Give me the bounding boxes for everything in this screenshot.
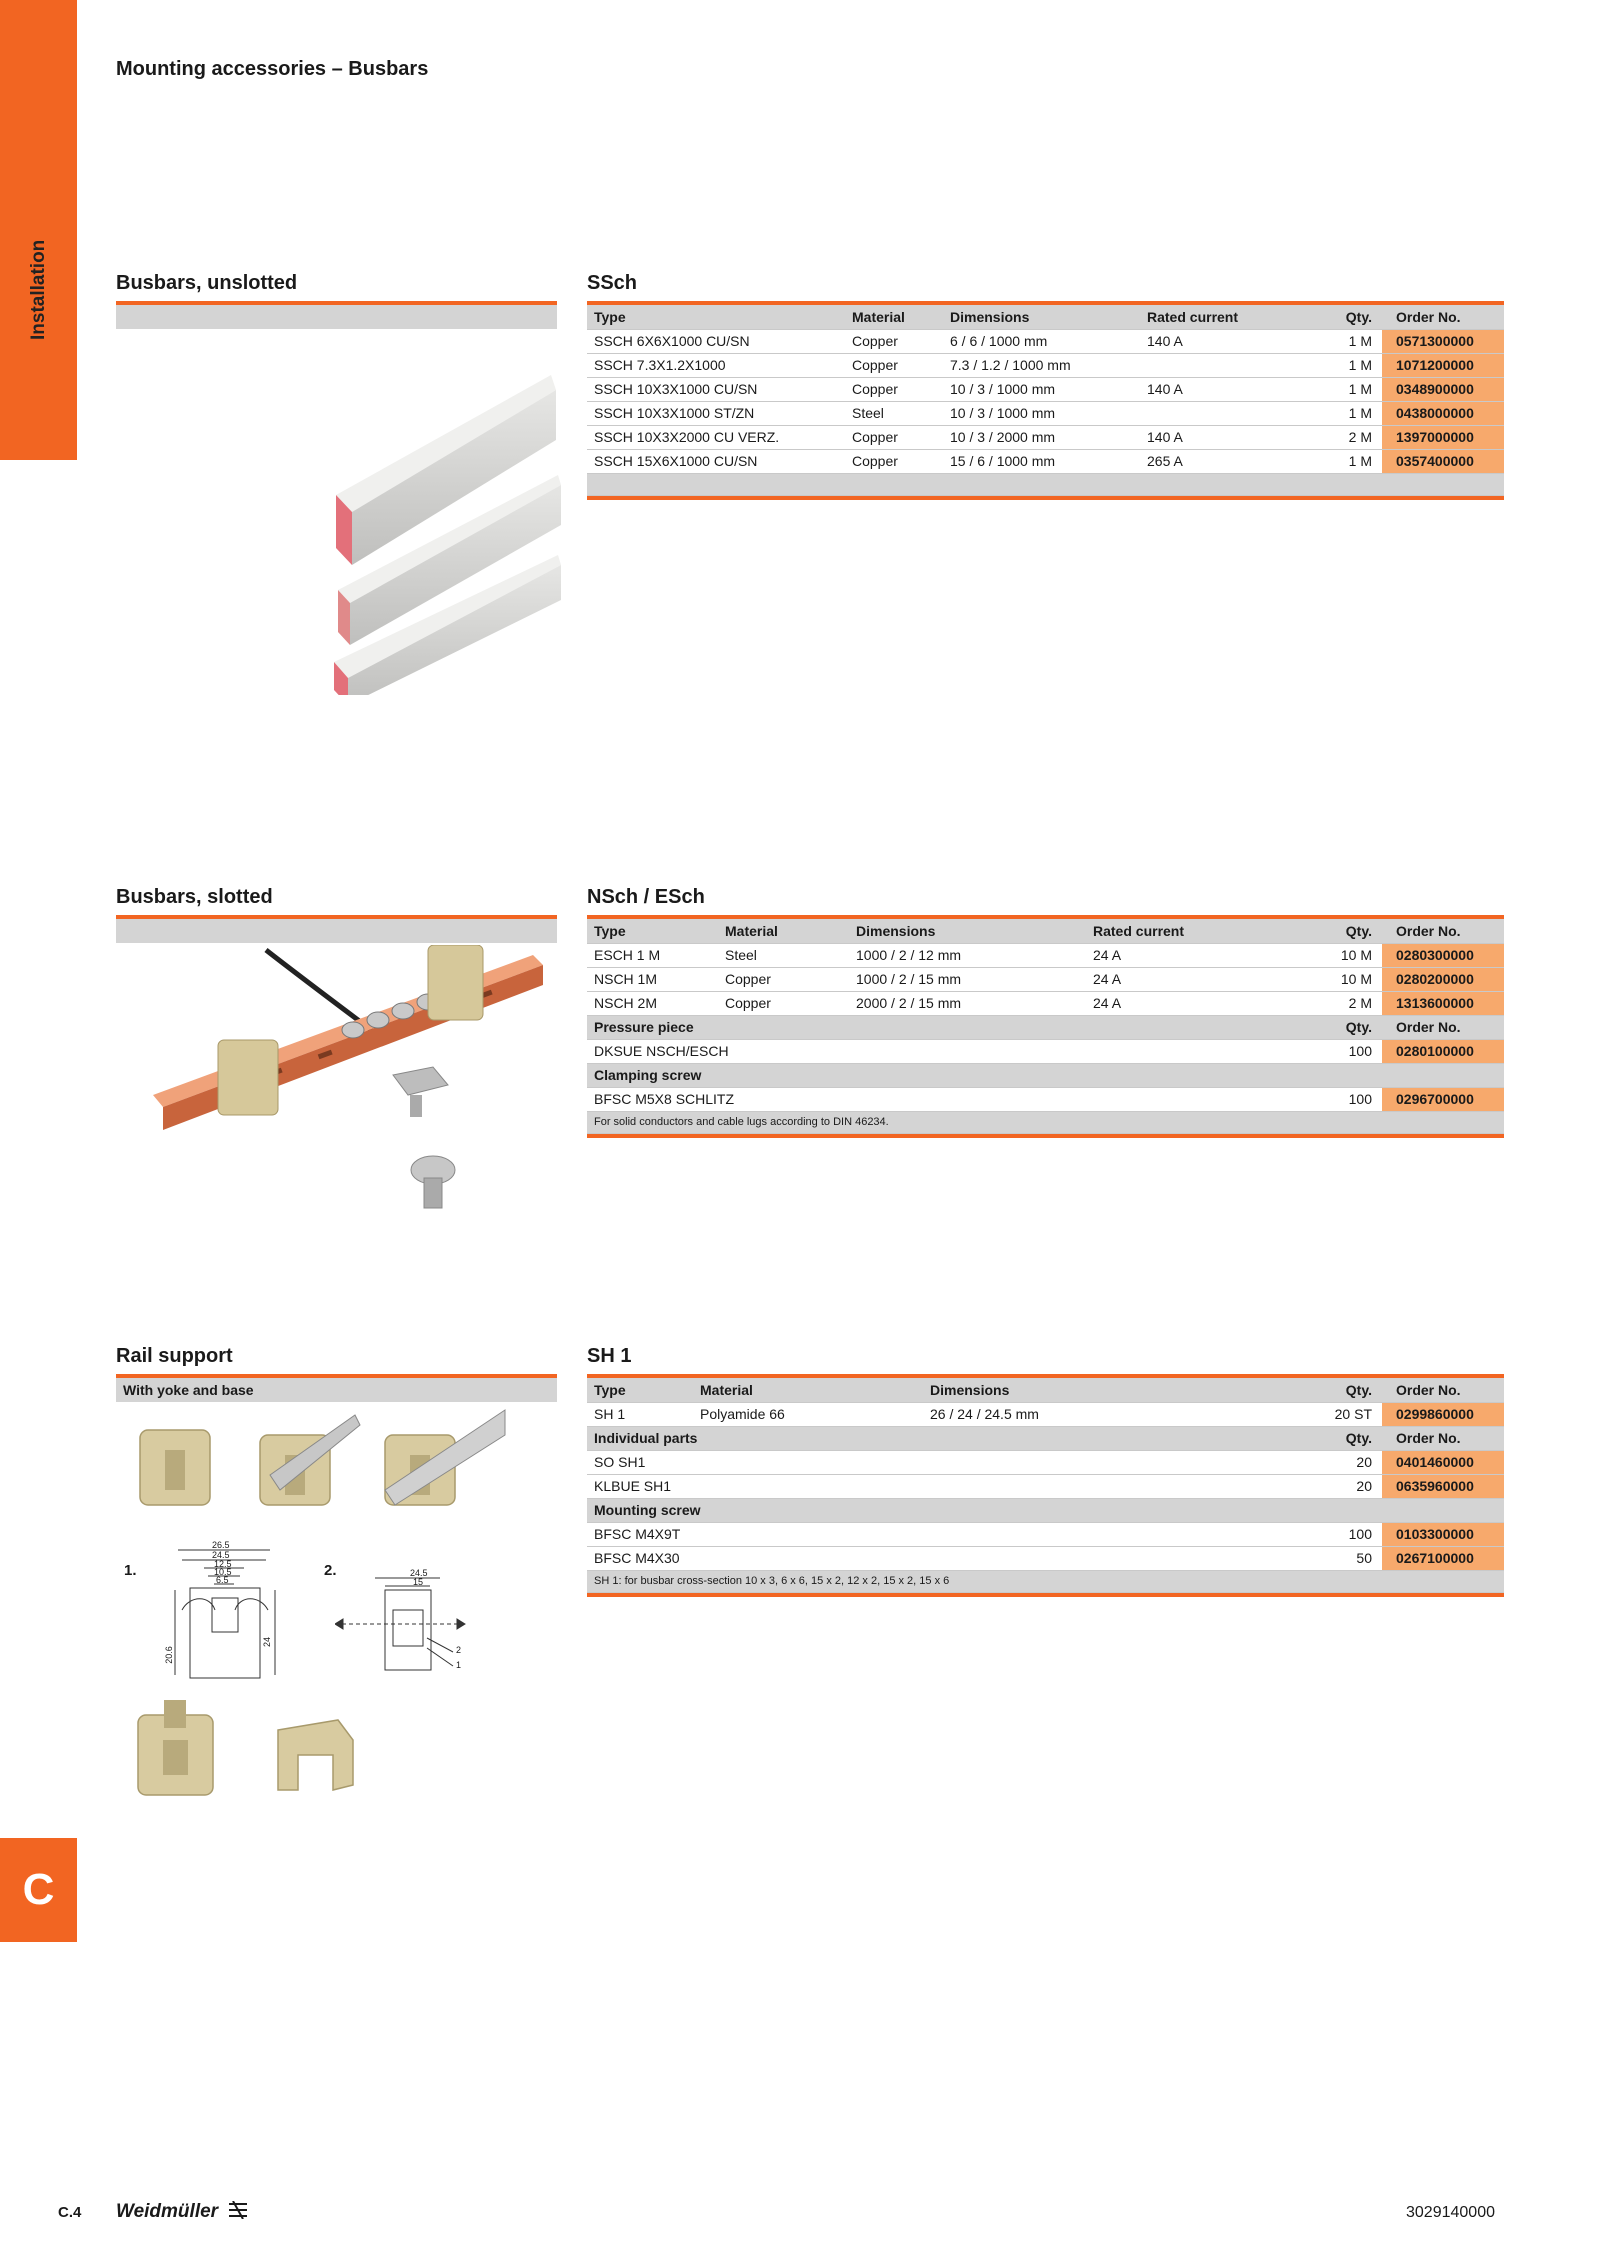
cell-material: Polyamide 66 <box>693 1402 923 1426</box>
nsch-title: NSch / ESch <box>587 886 705 908</box>
cell-dimensions: 1000 / 2 / 15 mm <box>849 967 1086 991</box>
cell-qty: 100 <box>1241 1039 1382 1063</box>
cell-type: BFSC M4X30 <box>587 1546 1183 1570</box>
callout-1: 1 <box>456 1660 462 1670</box>
cell-order-no: 0571300000 <box>1382 329 1504 353</box>
table-footer-band <box>587 473 1504 495</box>
table-note-row <box>587 1570 1504 1592</box>
col-qty: Qty. <box>1295 305 1382 329</box>
col-qty: Qty. <box>1183 1378 1382 1402</box>
dim-e: 6.5 <box>216 1575 229 1585</box>
subheader-qty: Qty. <box>1183 1426 1382 1450</box>
cell-current: 140 A <box>1140 425 1295 449</box>
subheader-order: Order No. <box>1382 1426 1504 1450</box>
cell-order-no: 0280100000 <box>1382 1039 1504 1063</box>
cell-qty: 1 M <box>1295 401 1382 425</box>
col-order: Order No. <box>1382 305 1504 329</box>
table-row <box>587 401 1504 425</box>
cell-material: Copper <box>845 425 943 449</box>
cell-material: Steel <box>845 401 943 425</box>
cell-order-no: 0299860000 <box>1382 1402 1504 1426</box>
cell-dimensions: 7.3 / 1.2 / 1000 mm <box>943 353 1140 377</box>
subheader-order: Order No. <box>1382 1015 1504 1039</box>
rail-individual-parts-photos <box>128 1700 378 1800</box>
dim-a: 26.5 <box>212 1540 230 1550</box>
cell-order-no: 0103300000 <box>1382 1522 1504 1546</box>
col-material: Material <box>693 1378 923 1402</box>
subheader-qty: Qty. <box>1241 1015 1382 1039</box>
cell-material: Copper <box>718 991 849 1015</box>
cell-material: Copper <box>845 329 943 353</box>
cell-qty: 10 M <box>1241 943 1382 967</box>
slotted-left-title: Busbars, slotted <box>116 886 273 908</box>
cell-type: SSCH 15X6X1000 CU/SN <box>587 449 845 473</box>
drawing-side-view <box>335 1570 475 1680</box>
cell-qty: 1 M <box>1295 377 1382 401</box>
callout-2: 2 <box>456 1645 462 1655</box>
col-type: Type <box>587 919 718 943</box>
table-note: SH 1: for busbar cross-section 10 x 3, 6 x 6, 15 x 2, 12 x 2, 15 x 2, 15 x 6 <box>587 1570 1504 1592</box>
grey-band <box>116 305 557 329</box>
cell-qty: 20 ST <box>1183 1402 1382 1426</box>
cell-current: 24 A <box>1086 967 1241 991</box>
col-dimensions: Dimensions <box>923 1378 1183 1402</box>
brand-logo <box>116 2201 249 2223</box>
cell-order-no: 0348900000 <box>1382 377 1504 401</box>
cell-type: ESCH 1 M <box>587 943 718 967</box>
table-subheader-row <box>587 1498 1504 1522</box>
table-header-row <box>587 1378 1504 1402</box>
cell-type: NSCH 2M <box>587 991 718 1015</box>
cell-material: Copper <box>845 353 943 377</box>
dim-f: 24.5 <box>410 1568 428 1578</box>
cell-order-no: 0438000000 <box>1382 401 1504 425</box>
dim-g: 15 <box>413 1577 424 1587</box>
cell-qty: 100 <box>1183 1522 1382 1546</box>
grey-band <box>116 919 557 943</box>
cell-current: 24 A <box>1086 943 1241 967</box>
cell-type: SH 1 <box>587 1402 693 1426</box>
ssch-table <box>587 305 1504 496</box>
dim-b: 24.5 <box>212 1550 230 1560</box>
ssch-title: SSch <box>587 272 638 294</box>
cell-qty: 1 M <box>1295 353 1382 377</box>
table-note: For solid conductors and cable lugs according to DIN 46234. <box>587 1111 1504 1133</box>
cell-qty: 20 <box>1183 1450 1382 1474</box>
chapter-letter: C <box>0 1838 77 1942</box>
cell-dimensions: 26 / 24 / 24.5 mm <box>923 1402 1183 1426</box>
col-type: Type <box>587 305 845 329</box>
cell-material: Steel <box>718 943 849 967</box>
table-note-row <box>587 1111 1504 1133</box>
cell-order-no: 0267100000 <box>1382 1546 1504 1570</box>
col-order: Order No. <box>1382 919 1504 943</box>
col-dimensions: Dimensions <box>943 305 1140 329</box>
table-header-row <box>587 305 1504 329</box>
side-tab <box>0 0 77 460</box>
cell-qty: 50 <box>1183 1546 1382 1570</box>
cell-type: SSCH 7.3X1.2X1000 <box>587 353 845 377</box>
cell-current: 265 A <box>1140 449 1295 473</box>
subheader-pressure-piece: Pressure piece <box>587 1015 1241 1039</box>
cell-dimensions: 6 / 6 / 1000 mm <box>943 329 1140 353</box>
col-dimensions: Dimensions <box>849 919 1086 943</box>
cell-order-no: 0357400000 <box>1382 449 1504 473</box>
col-current: Rated current <box>1086 919 1241 943</box>
table-row <box>587 449 1504 473</box>
col-material: Material <box>718 919 849 943</box>
cell-type: BFSC M4X9T <box>587 1522 1183 1546</box>
cell-order-no: 0296700000 <box>1382 1087 1504 1111</box>
table-row <box>587 991 1504 1015</box>
cell-type: SSCH 10X3X2000 CU VERZ. <box>587 425 845 449</box>
cell-order-no: 1313600000 <box>1382 991 1504 1015</box>
cell-type: SSCH 6X6X1000 CU/SN <box>587 329 845 353</box>
cell-material: Copper <box>845 449 943 473</box>
unslotted-left-header <box>116 272 557 329</box>
cell-type: SSCH 10X3X1000 CU/SN <box>587 377 845 401</box>
subheader-mounting-screw: Mounting screw <box>587 1498 1504 1522</box>
slotted-left-header <box>116 886 557 943</box>
nsch-table-block <box>587 886 1504 1138</box>
table-row <box>587 1474 1504 1498</box>
cell-current: 24 A <box>1086 991 1241 1015</box>
sh1-table <box>587 1378 1504 1593</box>
cell-dimensions: 1000 / 2 / 12 mm <box>849 943 1086 967</box>
table-subheader-row <box>587 1063 1504 1087</box>
rail-left-subtitle: With yoke and base <box>116 1378 557 1402</box>
cell-order-no: 0280300000 <box>1382 943 1504 967</box>
cell-current: 140 A <box>1140 329 1295 353</box>
table-subheader-row <box>587 1015 1504 1039</box>
col-order: Order No. <box>1382 1378 1504 1402</box>
dim-d: 10.5 <box>214 1567 232 1577</box>
cell-type: SSCH 10X3X1000 ST/ZN <box>587 401 845 425</box>
cell-qty: 1 M <box>1295 329 1382 353</box>
table-row <box>587 967 1504 991</box>
rail-support-photos <box>130 1405 510 1515</box>
brand-name: Weidmüller <box>116 2201 219 2222</box>
cell-order-no: 0635960000 <box>1382 1474 1504 1498</box>
page-title: Mounting accessories – Busbars <box>116 58 429 80</box>
cell-qty: 2 M <box>1295 425 1382 449</box>
document-number: 3029140000 <box>1406 2204 1495 2221</box>
table-row <box>587 1402 1504 1426</box>
cell-order-no: 0280200000 <box>1382 967 1504 991</box>
cell-type: NSCH 1M <box>587 967 718 991</box>
cell-qty: 1 M <box>1295 449 1382 473</box>
subheader-clamping-screw: Clamping screw <box>587 1063 1504 1087</box>
cell-type: SO SH1 <box>587 1450 1183 1474</box>
table-row <box>587 943 1504 967</box>
cell-current: 140 A <box>1140 377 1295 401</box>
col-material: Material <box>845 305 943 329</box>
ssch-table-block <box>587 272 1504 500</box>
step-1-label: 1. <box>124 1562 137 1579</box>
nsch-table <box>587 919 1504 1134</box>
table-row <box>587 329 1504 353</box>
table-row <box>587 377 1504 401</box>
col-qty: Qty. <box>1241 919 1382 943</box>
table-row <box>587 1522 1504 1546</box>
sh1-table-block <box>587 1345 1504 1597</box>
cell-order-no: 1397000000 <box>1382 425 1504 449</box>
cell-qty: 2 M <box>1241 991 1382 1015</box>
side-label: Installation <box>28 239 49 340</box>
cell-current <box>1140 353 1295 377</box>
cell-qty: 100 <box>1241 1087 1382 1111</box>
unslotted-left-title: Busbars, unslotted <box>116 272 298 294</box>
table-row <box>587 1039 1504 1063</box>
rail-left-header <box>116 1345 557 1402</box>
cell-current <box>1140 401 1295 425</box>
orange-rule <box>587 496 1504 500</box>
cell-dimensions: 10 / 3 / 2000 mm <box>943 425 1140 449</box>
cell-material: Copper <box>718 967 849 991</box>
busbars-slotted-image <box>148 945 558 1235</box>
table-subheader-row <box>587 1426 1504 1450</box>
page-number: C.4 <box>58 2204 82 2221</box>
table-row <box>587 1450 1504 1474</box>
busbars-unslotted-image <box>316 360 561 695</box>
cell-dimensions: 10 / 3 / 1000 mm <box>943 401 1140 425</box>
table-row <box>587 1087 1504 1111</box>
cell-dimensions: 2000 / 2 / 15 mm <box>849 991 1086 1015</box>
table-row <box>587 425 1504 449</box>
rail-left-title: Rail support <box>116 1345 233 1367</box>
cell-order-no: 1071200000 <box>1382 353 1504 377</box>
table-row <box>587 353 1504 377</box>
col-current: Rated current <box>1140 305 1295 329</box>
cell-qty: 10 M <box>1241 967 1382 991</box>
subheader-individual-parts: Individual parts <box>587 1426 1183 1450</box>
cell-type: DKSUE NSCH/ESCH <box>587 1039 1241 1063</box>
cell-material: Copper <box>845 377 943 401</box>
dim-h2: 24 <box>262 1636 273 1648</box>
cell-type: KLBUE SH1 <box>587 1474 1183 1498</box>
sh1-title: SH 1 <box>587 1345 632 1367</box>
dim-c: 12.5 <box>214 1559 232 1569</box>
dim-h1: 20.6 <box>163 1646 174 1664</box>
brand-mark-icon <box>227 2201 249 2219</box>
step-2-label: 2. <box>324 1562 337 1579</box>
cell-order-no: 0401460000 <box>1382 1450 1504 1474</box>
col-type: Type <box>587 1378 693 1402</box>
cell-type: BFSC M5X8 SCHLITZ <box>587 1087 1241 1111</box>
table-row <box>587 1546 1504 1570</box>
table-header-row <box>587 919 1504 943</box>
cell-dimensions: 15 / 6 / 1000 mm <box>943 449 1140 473</box>
cell-qty: 20 <box>1183 1474 1382 1498</box>
orange-rule <box>587 1593 1504 1597</box>
cell-dimensions: 10 / 3 / 1000 mm <box>943 377 1140 401</box>
orange-rule <box>587 1134 1504 1138</box>
